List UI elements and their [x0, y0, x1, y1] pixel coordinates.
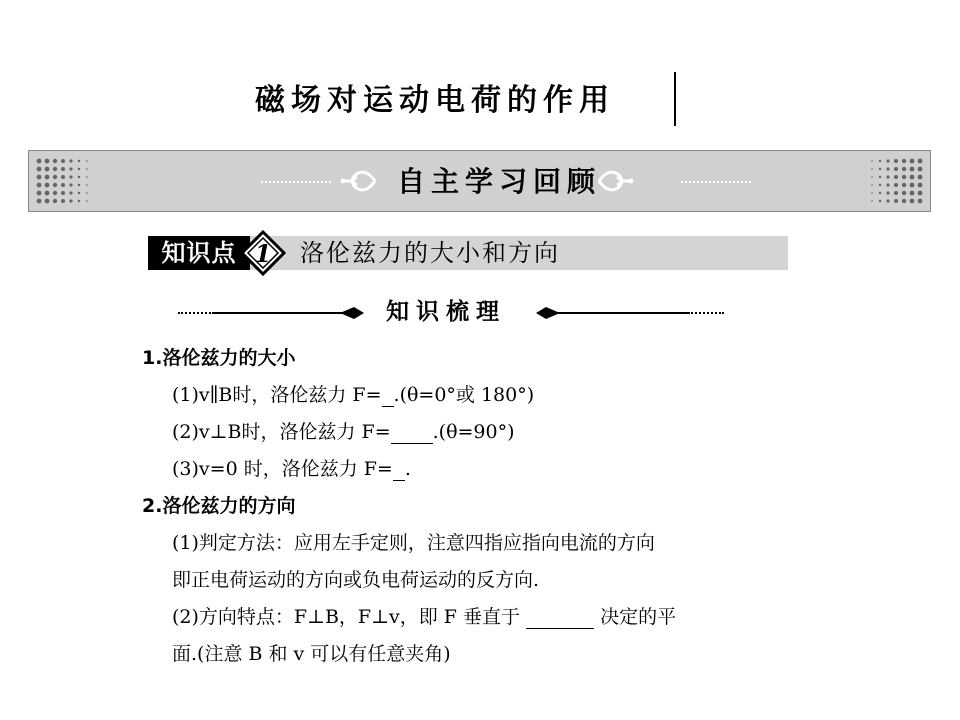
item1-line3-text: (3)v=0 时，洛伦兹力 F= — [172, 458, 393, 480]
knowledge-point-number: 1 — [254, 239, 272, 268]
item2-line1: (1)判定方法：应用左手定则，注意四指应指向电流的方向 — [172, 532, 655, 554]
dot-pattern-left — [35, 157, 91, 205]
content-body — [142, 340, 802, 673]
item2-heading: 2.洛伦兹力的方向 — [142, 495, 296, 517]
knowledge-point-badge — [240, 230, 286, 276]
subheading-dots-left — [178, 312, 214, 314]
banner-dash-left — [261, 181, 331, 183]
item2-line3 — [142, 599, 802, 636]
item2-line3-end: 决定的平 — [600, 606, 677, 628]
fill-blank — [382, 384, 394, 407]
subheading-line-left — [214, 312, 344, 314]
dot-pattern-right — [868, 157, 924, 205]
item2-line3-text: (2)方向特点：F⊥B，F⊥v，即 F 垂直于 — [172, 606, 520, 628]
subheading-line-right — [558, 312, 688, 314]
item2-line4: 面.(注意 B 和 v 可以有任意夹角) — [172, 643, 451, 665]
knowledge-point-label: 知识点 — [148, 236, 250, 270]
item1-line3-note: . — [404, 458, 411, 480]
item1-line2-note: .(θ=90°) — [432, 421, 515, 443]
item1-heading: 1.洛伦兹力的大小 — [142, 347, 296, 369]
section-banner — [28, 150, 931, 212]
fill-blank — [526, 606, 594, 629]
fill-blank — [393, 458, 405, 481]
subheading: 知识梳理 — [386, 299, 506, 325]
title-divider — [674, 72, 676, 126]
item1-line1-note: .(θ=0°或 180°) — [393, 384, 535, 406]
page-title: 磁场对运动电荷的作用 — [255, 83, 615, 118]
item1-line2-text: (2)v⊥B时，洛伦兹力 F= — [172, 421, 391, 443]
item1-line1-text: (1)v∥B时，洛伦兹力 F= — [172, 384, 382, 406]
item1-line2 — [142, 414, 802, 451]
item2-line2: 即正电荷运动的方向或负电荷运动的反方向. — [172, 569, 540, 591]
item1-line1 — [142, 377, 802, 414]
banner-title: 自主学习回顾 — [397, 165, 602, 198]
item1-line3 — [142, 451, 802, 488]
subheading-dots-right — [688, 312, 724, 314]
fill-blank — [391, 421, 433, 444]
arrow-left-icon — [536, 304, 560, 322]
arrow-right-icon — [340, 304, 364, 322]
section-title: 洛伦兹力的大小和方向 — [300, 239, 560, 267]
ornament-left-icon — [339, 161, 379, 201]
banner-dash-right — [681, 181, 751, 183]
